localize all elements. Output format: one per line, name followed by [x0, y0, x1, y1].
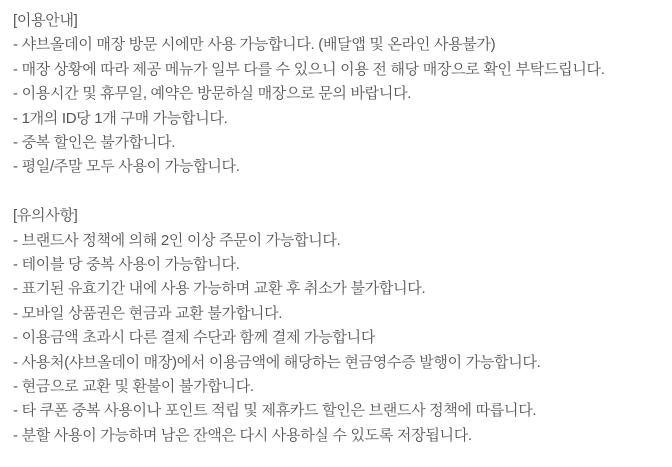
list-item: - 1개의 ID당 1개 구매 가능합니다.: [13, 109, 228, 127]
list-item: - 브랜드사 정책에 의해 2인 이상 주문이 가능합니다.: [13, 231, 341, 249]
list-item: - 중복 할인은 불가합니다.: [13, 134, 176, 152]
cautions-header: [유의사항]: [13, 207, 78, 225]
list-item: - 평일/주말 모두 사용이 가능합니다.: [13, 158, 240, 176]
list-item: - 샤브올데이 매장 방문 시에만 사용 가능합니다. (배달앱 및 온라인 사용불가): [13, 36, 496, 54]
list-item: - 타 쿠폰 중복 사용이나 포인트 적립 및 제휴카드 할인은 브랜드사 정책에 따릅니다.: [13, 402, 537, 420]
list-item: - 표기된 유효기간 내에 사용 가능하며 교환 후 취소가 불가합니다.: [13, 280, 426, 298]
list-item: - 이용금액 초과시 다른 결제 수단과 함께 결제 가능합니다: [13, 329, 376, 347]
list-item: - 이용시간 및 휴무일, 예약은 방문하실 매장으로 문의 바랍니다.: [13, 85, 412, 103]
list-item: - 테이블 당 중복 사용이 가능합니다.: [13, 256, 240, 274]
usage-guide-section: [13, 9, 666, 180]
usage-guide-header: [이용안내]: [13, 12, 78, 29]
list-item: - 현금으로 교환 및 환불이 불가합니다.: [13, 378, 254, 396]
list-item: - 모바일 상품권은 현금과 교환 불가합니다.: [13, 304, 283, 322]
list-item: - 사용처(샤브올데이 매장)에서 이용금액에 해당하는 현금영수증 발행이 가능합니다.: [13, 353, 541, 371]
cautions-section: [13, 204, 666, 448]
list-item: - 매장 상황에 따라 제공 메뉴가 일부 다를 수 있으니 이용 전 해당 매장으로 확인 부탁드립니다.: [13, 60, 605, 78]
list-item: - 분할 사용이 가능하며 남은 잔액은 다시 사용하실 수 있도록 저장됩니다.: [13, 426, 472, 444]
